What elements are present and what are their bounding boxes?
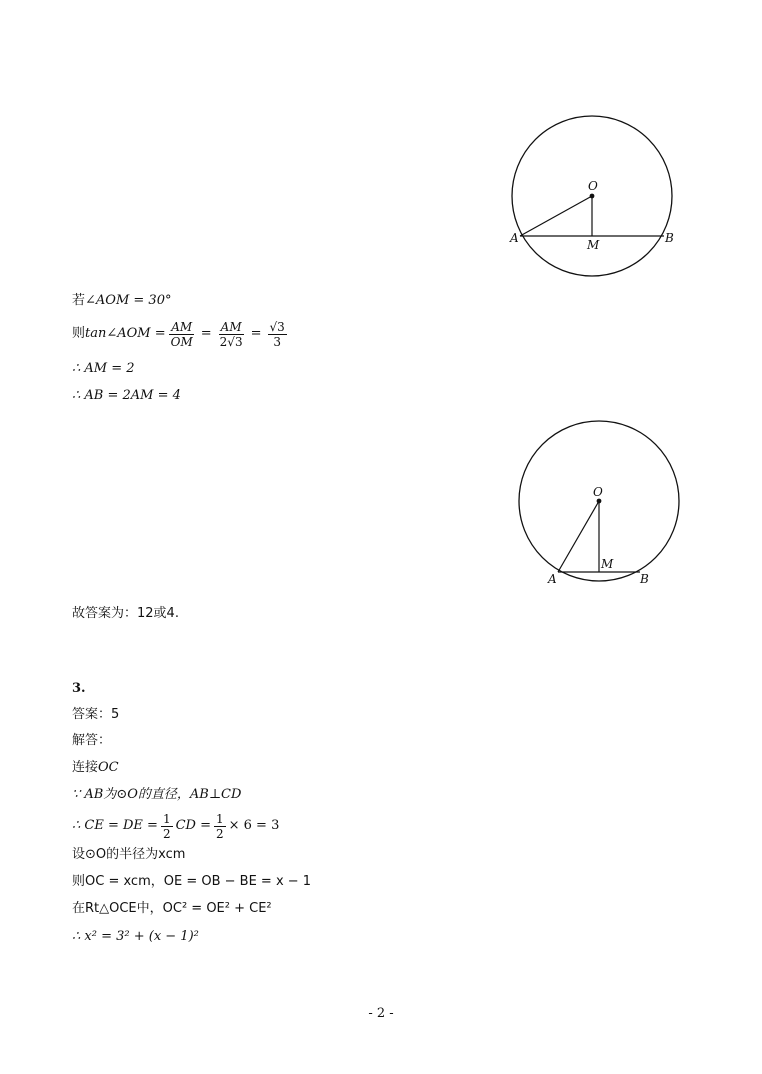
center-point: [590, 194, 595, 199]
answer-line: 答案：5: [72, 707, 120, 722]
because-line: ∵ AB为⊙O的直径，AB⊥CD: [72, 787, 242, 802]
radius-line: 设⊙O的半径为xcm: [72, 847, 186, 862]
question-number: 3.: [72, 681, 86, 696]
ab-result-line: ∴ AB = 2AM = 4: [72, 388, 181, 403]
am-result-line: ∴ AM = 2: [72, 361, 135, 376]
rt-line: 在Rt△OCE中，OC² = OE² + CE²: [72, 901, 272, 916]
fraction-half-2: $\frac{1}{2}$: [215, 811, 224, 841]
label-o: O: [588, 179, 598, 193]
solution-label: 解答：: [72, 733, 112, 748]
label-m: M: [601, 557, 614, 571]
equation-line: ∴ x² = 3² + (x − 1)²: [72, 929, 199, 944]
label-a: A: [548, 572, 557, 586]
final-answer-line: 故答案为：12或4.: [72, 606, 179, 621]
connect-line: 连接OC: [72, 760, 119, 775]
label-o: O: [593, 485, 603, 499]
tan-line: 则 tan∠AOM = $\frac{AM}{OM}$ = $\frac{AM}{2√3}$ = $\frac{√3}{3}$: [72, 319, 285, 349]
fraction-am-2root3: $\frac{AM}{2√3}$: [219, 319, 243, 349]
fraction-half: $\frac{1}{2}$: [162, 811, 171, 841]
circle-figure-2: [508, 418, 693, 590]
label-a: A: [510, 231, 519, 245]
page-number: - 2 -: [368, 1006, 394, 1021]
segment-oa: [558, 501, 599, 572]
center-point: [597, 499, 602, 504]
oc-line: 则OC = xcm，OE = OB − BE = x − 1: [72, 874, 312, 889]
if-angle-line: 若∠AOM = 30°: [72, 293, 172, 308]
ce-line: ∴ CE = DE = $\frac{1}{2}$ CD = $\frac{1}{2}$ × 6 = 3: [72, 811, 280, 841]
label-b: B: [665, 231, 674, 245]
fraction-am-om: $\frac{AM}{OM}$: [170, 319, 193, 349]
label-b: B: [640, 572, 649, 586]
fraction-root3-3: $\frac{√3}{3}$: [269, 319, 285, 349]
circle-figure-1: [500, 110, 690, 285]
segment-oa: [520, 196, 592, 236]
label-m: M: [587, 238, 600, 252]
